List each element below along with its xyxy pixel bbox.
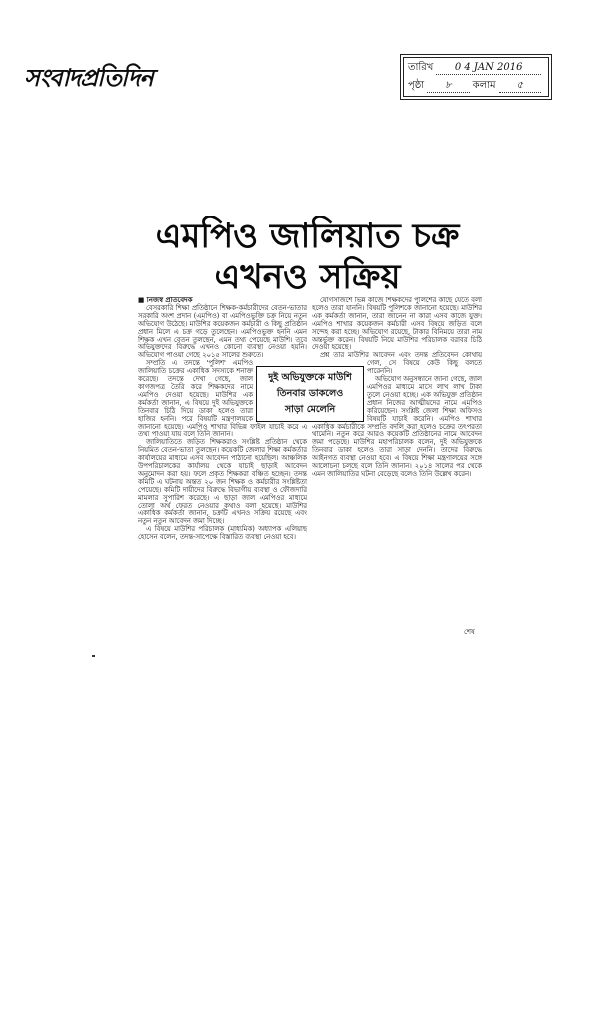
subhead-line-1: দুই অভিযুক্তকে মাউশি [268, 372, 352, 383]
headline-line-2: এখনও সক্রিয় [214, 257, 401, 297]
subhead-line-2: তিনবার ডাকলেও [276, 388, 344, 399]
article-paragraph: জালিয়াতিতে জড়িত শিক্ষকরাও সংশ্লিষ্ট প্রতিষ্ঠান থেকে নিয়মিত বেতন-ভাতা তুলছেন। কয়েকটি জেলার শিক্ষা কর্মকর্তার কার্যালয়ের মাধ্যমে এসব আবেদন পাঠানো হয়েছিল। আঞ্চলিক উপপরিচালকের কার্যালয় থেকে যাচাই ছাড়াই আবেদন অনুমোদন করা হয়। ফলে প্রকৃত শিক্ষকরা বঞ্চিত হচ্ছেন। তদন্ত কমিটি এ ঘটনায় অন্তত ২০ জন শিক্ষক ও কর্মচারীর সংশ্লিষ্টতা পেয়েছে। কমিটি দায়ীদের বিরুদ্ধে বিভাগীয় ব্যবস্থা ও ফৌজদারি মামলার সুপারিশ করেছে। এ ছাড়া জাল এমপিওর মাধ্যমে তোলা অর্থ ফেরত নেওয়ার কথাও বলা হয়েছে। মাউশির একাধিক কর্মকর্তা জানান, চক্রটি এখনও সক্রিয় রয়েছে এবং নতুন নতুন আবেদন জমা দিচ্ছে। [138, 438, 307, 526]
scan-speck [92, 655, 95, 657]
headline-line-1: এমপিও জালিয়াত চক্র [155, 216, 460, 256]
article-subhead-box [256, 366, 364, 422]
archive-date-stamp [400, 54, 552, 100]
article-column-right [312, 297, 482, 602]
article-paragraph: বেসরকারি শিক্ষা প্রতিষ্ঠানে শিক্ষক-কর্মচারীদের বেতন-ভাতার সরকারি অংশ প্রদান (এমপিও) বা এমপিওভুক্তি চক্র নিয়ে নতুন অভিযোগ উঠেছে। মাউশির কয়েকজন কর্মচারী ও কিছু প্রতিষ্ঠান প্রধান মিলে এ চক্র গড়ে তুলেছেন। এমপিওভুক্ত হননি এমন শিক্ষক এখন বেতন তুলছেন, এমন তথ্য পেয়েছে মাউশি। তবে অভিযুক্তদের বিরুদ্ধে এখনও কোনো ব্যবস্থা নেওয়া হয়নি। অভিযোগ পাওয়া গেছে ২০১৫ সালের শুরুতে। [138, 303, 307, 360]
stamp-page-label: পৃষ্ঠা [408, 80, 425, 91]
article-headline [135, 216, 480, 298]
article-end-marker: শেষ [464, 628, 475, 636]
stamp-date-label: তারিখ [408, 62, 434, 73]
stamp-page-value: ৮ [427, 80, 469, 93]
stamp-date-value: 0 4 JAN 2016 [436, 62, 541, 75]
article-column-left [138, 297, 307, 642]
article-paragraph: যোগসাজশে ভিন্ন কাজে শিক্ষকদের পুলিশের কাছে যেতে বলা হলেও তারা যাননি। বিষয়টি পুলিশকে জানানো হয়েছে। মাউশির এক কর্মকর্তা জানান, তারা জানেন না কারা এসব কাজে যুক্ত। এমপিও শাখার কয়েকজন কর্মচারী এসব বিষয়ে জড়িত বলে সন্দেহ করা হচ্ছে। অভিযোগ রয়েছে, টাকার বিনিময়ে তারা নাম অন্তর্ভুক্ত করেন। বিষয়টি নিয়ে মাউশির পরিচালক বরাবর চিঠি দেওয়া হয়েছে। [312, 297, 482, 352]
article-paragraph: এ বিষয়ে মাউশির পরিচালক (মাধ্যমিক) অধ্যাপক এলিয়াছ হোসেন বলেন, তদন্ত-সাপেক্ষে বিস্তারিত ব্যবস্থা নেওয়া হবে। [138, 525, 307, 542]
article-paragraph: প্রশ্ন তার মাউশির আবেদন এবং তদন্ত প্রতিবেদন কোথায় গেল, সে বিষয়ে কেউ কিছু বলতে পারেননি। [320, 351, 482, 376]
stamp-column-value: ৫ [499, 80, 541, 93]
stamp-inner-frame [403, 57, 549, 97]
stamp-date-row [408, 59, 544, 77]
article-byline: ■ নিজস্ব প্রতিবেদক [138, 297, 193, 304]
article-paragraph: সম্প্রতি এ তদন্তে 'পুলিশ' এমপিও জালিয়াতি চক্রের একাধিক সদস্যকে শনাক্ত করেছে। তদন্তে দেখা গেছে, জাল কাগজপত্র তৈরি করে শিক্ষকদের নামে এমপিও দেওয়া হয়েছে। মাউশির এক কর্মকর্তা জানান, এ বিষয়ে দুই অভিযুক্তকে তিনবার চিঠি দিয়ে ডাকা হলেও তারা হাজির হননি। পরে বিষয়টি মন্ত্রণালয়কে জানানো হয়েছে। এমপিও শাখার বিভিন্ন ফাইল যাচাই করে এ তথ্য পাওয়া যায় বলে তিনি জানান। [138, 359, 307, 439]
subhead-line-3: সাড়া মেলেনি [284, 404, 336, 415]
newspaper-masthead-logo: সংবাদপ্রতিদিন [24, 64, 153, 92]
stamp-column-label: কলাম [472, 80, 496, 91]
article-paragraph: অভিযোগ অনুসন্ধানে জানা গেছে, জাল এমপিওর মাধ্যমে মাসে লাখ লাখ টাকা তুলে নেওয়া হচ্ছে। এক অভিযুক্ত প্রতিষ্ঠান প্রধান নিজের আত্মীয়দের নামে এমপিও করিয়েছেন। সংশ্লিষ্ট জেলা শিক্ষা অফিসও বিষয়টি যাচাই করেনি। এমপিও শাখার একাধিক কর্মচারীকে সম্প্রতি বদলি করা হলেও চক্রের তৎপরতা থামেনি। নতুন করে আরও কয়েকটি প্রতিষ্ঠানের নামে আবেদন জমা পড়েছে। মাউশির মহাপরিচালক বলেন, দুই অভিযুক্তকে তিনবার ডাকা হলেও তারা সাড়া দেননি। তাদের বিরুদ্ধে আইনগত ব্যবস্থা নেওয়া হবে। এ বিষয়ে শিক্ষা মন্ত্রণালয়ের সঙ্গে আলোচনা চলছে বলে তিনি জানান। ২০১৪ সালের পর থেকে এমন জালিয়াতির ঘটনা বেড়েছে বলেও তিনি উল্লেখ করেন। [312, 375, 482, 478]
stamp-page-row [408, 77, 544, 95]
